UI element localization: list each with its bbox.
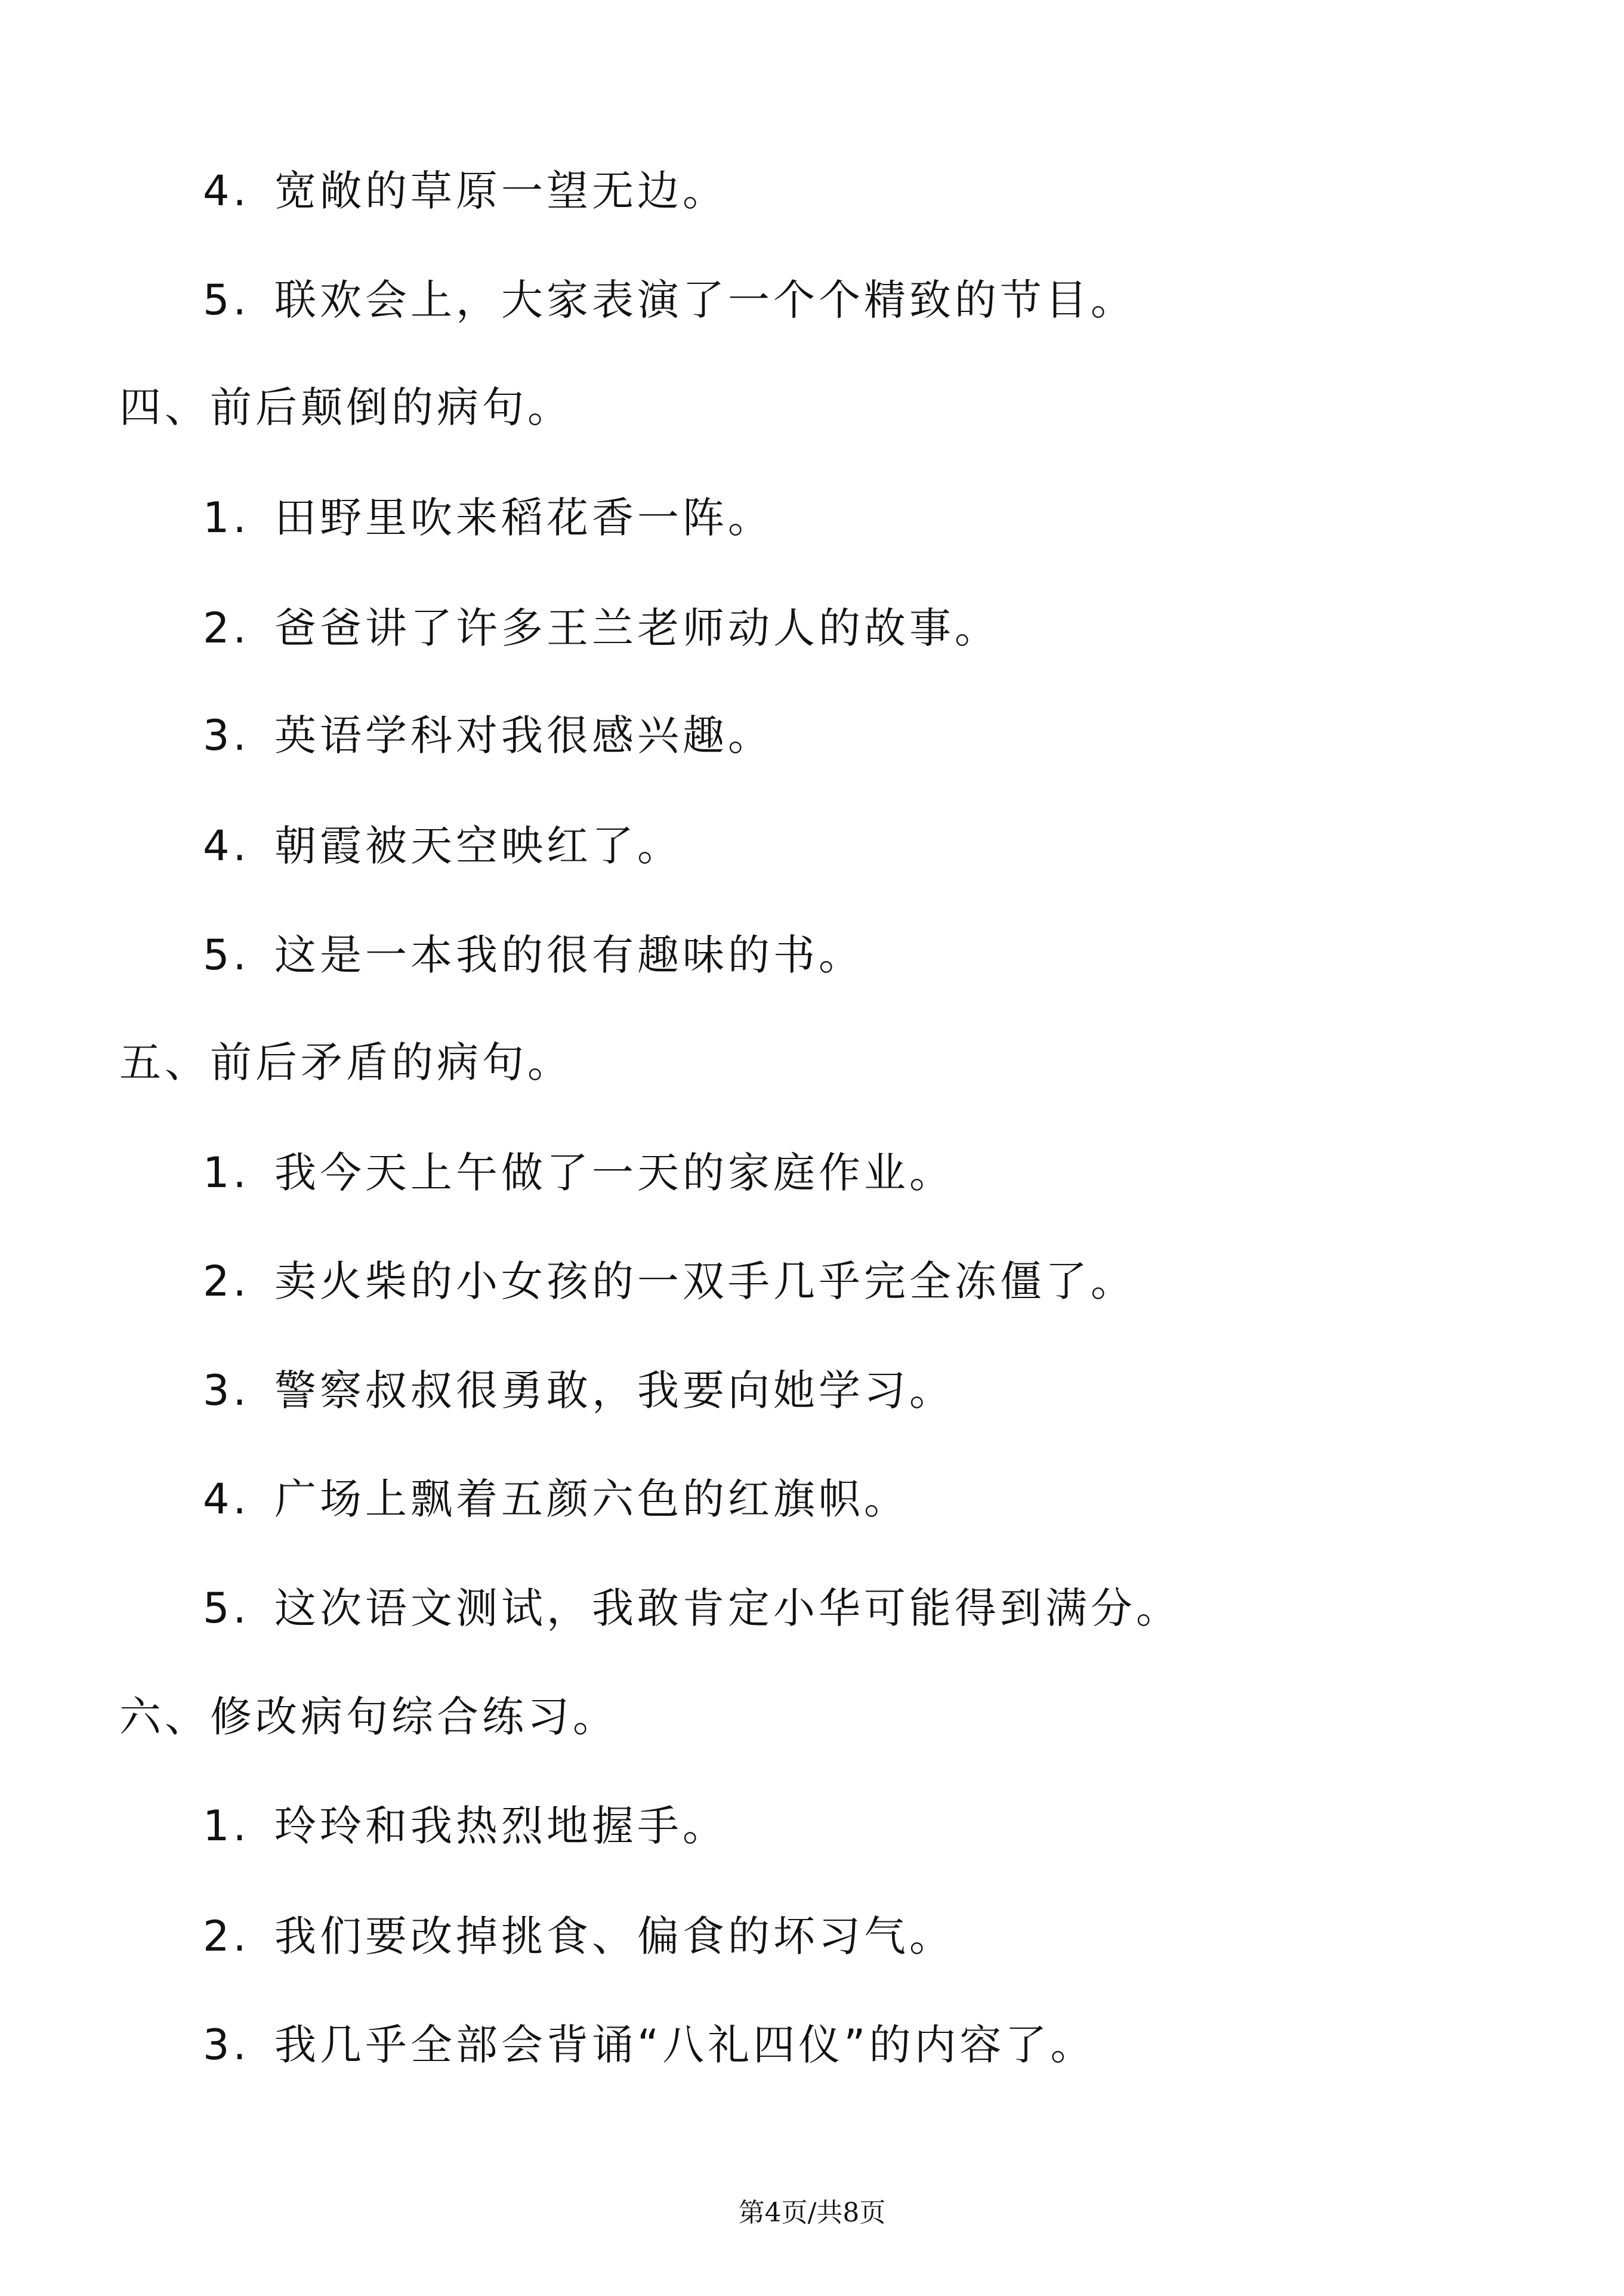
item-number: 3.: [203, 711, 250, 760]
item-text: 这次语文测试，我敢肯定小华可能得到满分。: [274, 1584, 1181, 1633]
item-number: 1.: [203, 493, 250, 542]
list-item: [203, 491, 773, 545]
item-number: 5.: [203, 931, 250, 979]
item-number: 4.: [203, 166, 250, 215]
item-text: 警察叔叔很勇敢，我要向她学习。: [274, 1366, 955, 1415]
list-item: [203, 273, 1136, 327]
item-text: 爸爸讲了许多王兰老师动人的故事。: [274, 604, 1000, 653]
item-text: 联欢会上，大家表演了一个个精致的节目。: [274, 276, 1136, 325]
item-number: 5.: [203, 1584, 250, 1633]
item-text: 卖火柴的小女孩的一双手几乎完全冻僵了。: [274, 1257, 1136, 1306]
item-text: 宽敞的草原一望无边。: [274, 166, 728, 215]
section-heading: 五、前后矛盾的病句。: [119, 1038, 573, 1087]
list-item: [203, 819, 683, 873]
list-item: [203, 709, 773, 762]
item-text: 广场上飘着五颜六色的红旗帜。: [274, 1475, 909, 1524]
item-number: 1.: [203, 1148, 250, 1197]
item-number: 3.: [203, 2020, 250, 2069]
item-number: 2.: [203, 1912, 250, 1961]
item-number: 5.: [203, 276, 250, 325]
item-text: 英语学科对我很感兴趣。: [274, 711, 773, 760]
item-number: 1.: [203, 1801, 250, 1850]
item-number: 3.: [203, 1366, 250, 1415]
list-item: [203, 928, 864, 982]
list-item: [203, 1254, 1136, 1308]
section-heading: 六、修改病句综合练习。: [119, 1692, 618, 1741]
item-text: 我几乎全部会背诵“八礼四仪”的内容了。: [274, 2020, 1096, 2069]
page-number-footer: 第4页/共8页: [738, 2198, 886, 2228]
list-item: [203, 1146, 955, 1200]
list-item: [203, 601, 1000, 655]
item-text: 我今天上午做了一天的家庭作业。: [274, 1148, 955, 1197]
item-number: 2.: [203, 1257, 250, 1306]
list-item: [203, 1799, 728, 1853]
item-number: 4.: [203, 821, 250, 870]
item-text: 玲玲和我热烈地握手。: [274, 1801, 728, 1850]
item-number: 4.: [203, 1475, 250, 1524]
item-text: 田野里吹来稻花香一阵。: [274, 493, 773, 542]
list-item: [203, 1472, 909, 1526]
list-item: [203, 1364, 955, 1417]
list-item: [203, 1581, 1181, 1635]
item-number: 2.: [203, 604, 250, 653]
item-text: 朝霞被天空映红了。: [274, 821, 683, 870]
section-heading: 四、前后颠倒的病句。: [119, 383, 573, 432]
list-item: [203, 164, 728, 218]
item-text: 我们要改掉挑食、偏食的坏习气。: [274, 1912, 955, 1961]
list-item: [203, 2018, 1096, 2072]
item-text: 这是一本我的很有趣味的书。: [274, 931, 864, 979]
list-item: [203, 1909, 955, 1963]
